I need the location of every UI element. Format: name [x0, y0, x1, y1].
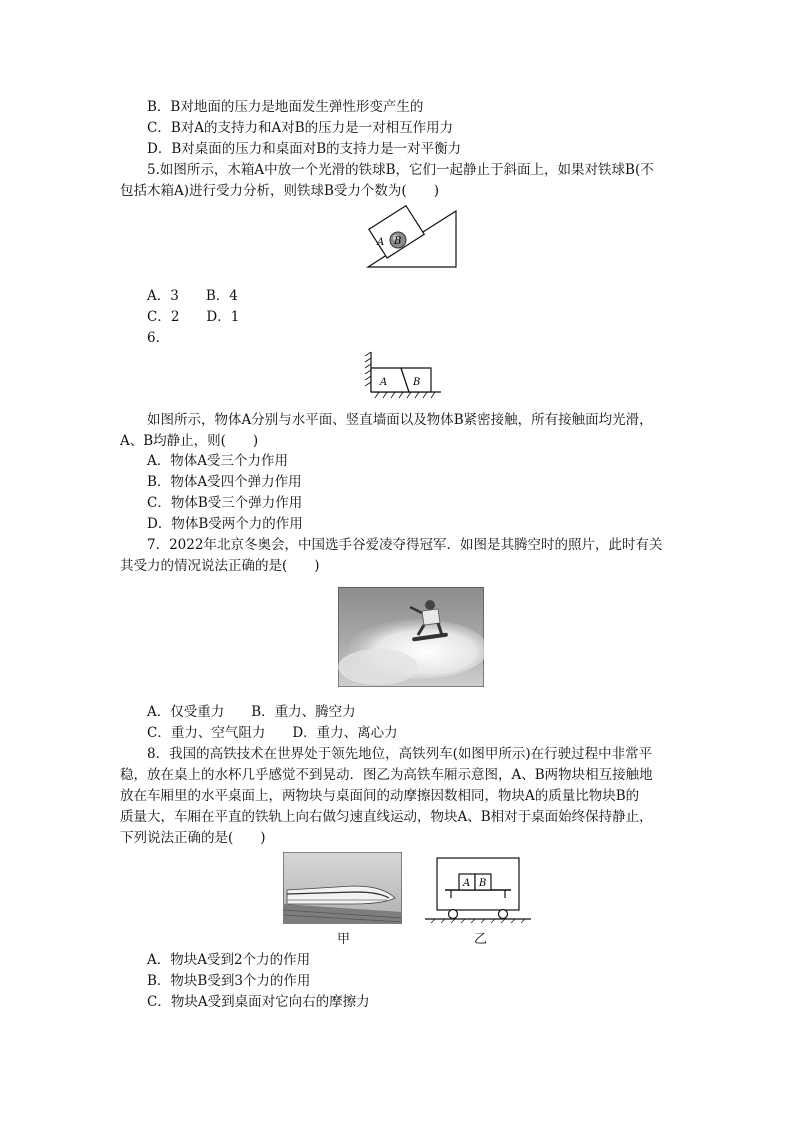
- q4-option-b: B．B对地面的压力是地面发生弹性形变产生的: [147, 99, 424, 115]
- q4-option-c: C．B对A的支持力和A对B的压力是一对相互作用力: [147, 120, 454, 136]
- q8-stem-line5: 下列说法正确的是( ): [120, 830, 266, 846]
- label-a: A: [463, 878, 471, 889]
- q8-option-b: B．物块B受到3个力的作用: [147, 973, 311, 989]
- caption-jia: 甲: [337, 932, 351, 947]
- wheel-right: [499, 910, 508, 919]
- wheel-left: [449, 910, 458, 919]
- train-photo: [283, 852, 402, 924]
- q5-incline-figure: [362, 201, 462, 273]
- q8-option-a: A．物块A受到2个力的作用: [147, 952, 311, 968]
- q6-option-c: C．物体B受三个弹力作用: [147, 495, 303, 511]
- caption-yi: 乙: [474, 932, 488, 947]
- q8-stem-line1: 8．我国的高铁技术在世界处于领先地位，高铁列车(如图甲所示)在行驶过程中非常平: [147, 746, 653, 762]
- q4-option-d: D．B对桌面的压力和桌面对B的支持力是一对平衡力: [147, 141, 462, 157]
- snow-ground: [338, 649, 418, 685]
- label-a: A: [380, 377, 388, 388]
- q6-option-d: D．物体B受两个力的作用: [147, 516, 303, 532]
- carriage-diagram: [425, 856, 531, 924]
- q7-stem-line1: 7．2022年北京冬奥会，中国选手谷爱凌夺得冠军．如图是其腾空时的照片，此时有关: [147, 537, 663, 553]
- q6-option-b: B．物体A受四个弹力作用: [147, 474, 302, 490]
- q8-stem-line3: 放在车厢里的水平桌面上，两物块与桌面间的动摩擦因数相同，物块A的质量比物块B的: [120, 788, 640, 804]
- q6-stem-line2: A、B均静止，则( ): [120, 433, 259, 449]
- q5-options-row2: C．2 D．1: [147, 309, 240, 325]
- q6-stem-line1: 如图所示，物体A分别与水平面、竖直墙面以及物体B紧密接触，所有接触面均光滑，: [147, 412, 653, 428]
- q5-options-row1: A．3 B．4: [147, 288, 238, 304]
- skier-photo: [338, 587, 484, 687]
- q5-stem-line2: 包括木箱A)进行受力分析，则铁球B受力个数为( ): [120, 183, 439, 199]
- label-b: B: [394, 236, 402, 247]
- wall-hatching: [365, 352, 371, 386]
- q6-wall-figure: [363, 350, 443, 400]
- ground-hatching: [375, 392, 435, 398]
- q7-stem-line2: 其受力的情况说法正确的是( ): [120, 558, 320, 574]
- label-a: A: [377, 237, 385, 248]
- q5-stem-line1: 5.如图所示，木箱A中放一个光滑的铁球B，它们一起静止于斜面上，如果对铁球B(不: [147, 162, 654, 178]
- q6-option-a: A．物体A受三个力作用: [147, 453, 288, 469]
- q8-stem-line4: 质量大，车厢在平直的铁轨上向右做匀速直线运动，物块A、B相对于桌面始终保持静止，: [120, 809, 653, 825]
- label-b: B: [479, 878, 487, 889]
- q8-option-c: C．物块A受到桌面对它向右的摩擦力: [147, 994, 370, 1010]
- label-b: B: [413, 377, 421, 388]
- q6-number: 6.: [147, 330, 160, 346]
- q8-stem-line2: 稳，放在桌上的水杯几乎感觉不到晃动．图乙为高铁车厢示意图，A、B两物块相互接触地: [120, 767, 653, 783]
- q7-options-row1: A．仅受重力 B．重力、腾空力: [147, 704, 356, 720]
- q7-options-row2: C．重力、空气阻力 D．重力、离心力: [147, 725, 398, 741]
- train-body: [287, 886, 395, 904]
